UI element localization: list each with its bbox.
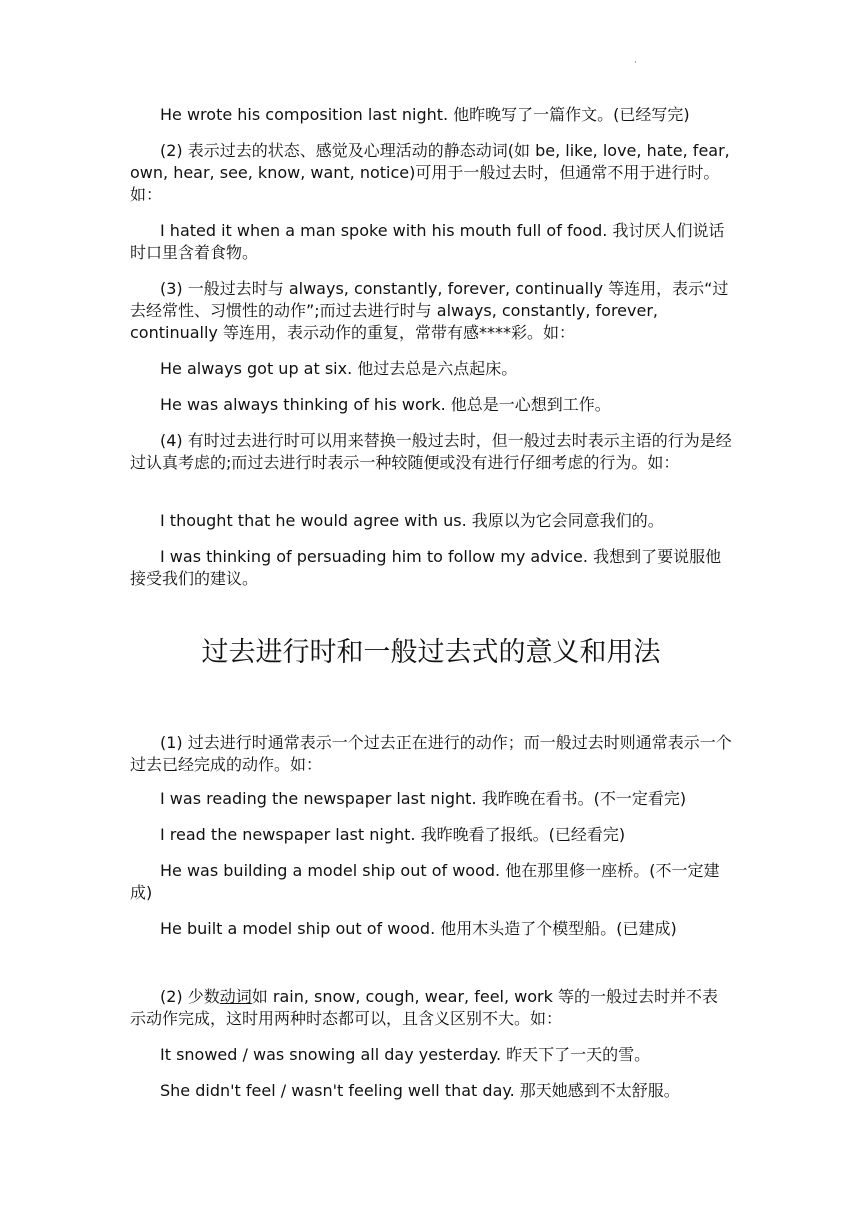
paragraph-example-building: He was building a model ship out of wood. 他在那里修一座桥。(不一定建成) (130, 861, 720, 902)
paragraph-example-persuading: I was thinking of persuading him to follow my advice. 我想到了要说服他接受我们的建议。 (130, 547, 722, 588)
paragraph-example-thinking-work: He was always thinking of his work. 他总是一心想到工作。 (160, 395, 611, 414)
paragraph-rule-2: (2) 表示过去的状态、感觉及心理活动的静态动词(如 be, like, love, hate, fear, own, hear, see, know, want, notice)可用于一般过去时，但通常不用于进行时。如： (130, 141, 730, 204)
paragraph-example-composition: He wrote his composition last night. 他昨晚写了一篇作文。(已经写完) (160, 105, 690, 124)
paragraph-example-got-up: He always got up at six. 他过去总是六点起床。 (160, 359, 518, 378)
paragraph-section-rule-1: (1) 过去进行时通常表示一个过去正在进行的动作；而一般过去时则通常表示一个过去已经完成的动作。如： (130, 733, 732, 774)
verb-link[interactable]: 动词 (219, 987, 252, 1006)
paragraph-example-thought: I thought that he would agree with us. 我原以为它会同意我们的。 (160, 511, 664, 530)
paragraph-section-rule-2 (130, 986, 732, 1030)
paragraph-example-read: I read the newspaper last night. 我昨晚看了报纸。(已经看完) (160, 825, 626, 844)
paragraph-rule-3: (3) 一般过去时与 always, constantly, forever, continually 等连用，表示“过去经常性、习惯性的动作”;而过去进行时与 always, constantly, forever, continually 等连用，表示动作的重复，常带有感****彩。如： (130, 279, 729, 342)
rule-2-suffix: 如 rain, snow, cough, wear, feel, work 等的一般过去时并不表示动作完成，这时用两种时态都可以，且含义区别不大。如： (130, 987, 718, 1028)
paragraph-example-feel: She didn't feel / wasn't feeling well that day. 那天她感到不太舒服。 (160, 1081, 680, 1100)
paragraph-example-reading: I was reading the newspaper last night. 我昨晚在看书。(不一定看完) (160, 789, 687, 808)
paragraph-example-built: He built a model ship out of wood. 他用木头造了个模型船。(已建成) (160, 919, 677, 938)
paragraph-example-hated: I hated it when a man spoke with his mouth full of food. 我讨厌人们说话时口里含着食物。 (130, 221, 725, 262)
paragraph-rule-4: (4) 有时过去进行时可以用来替换一般过去时，但一般过去时表示主语的行为是经过认真考虑的;而过去进行时表示一种较随便或没有进行仔细考虑的行为。如： (130, 431, 732, 472)
paragraph-example-snowed: It snowed / was snowing all day yesterday. 昨天下了一天的雪。 (160, 1045, 651, 1064)
rule-2-prefix: (2) 少数 (160, 987, 220, 1006)
section-title: 过去进行时和一般过去式的意义和用法 (201, 637, 661, 668)
header-dot: · (634, 58, 637, 68)
